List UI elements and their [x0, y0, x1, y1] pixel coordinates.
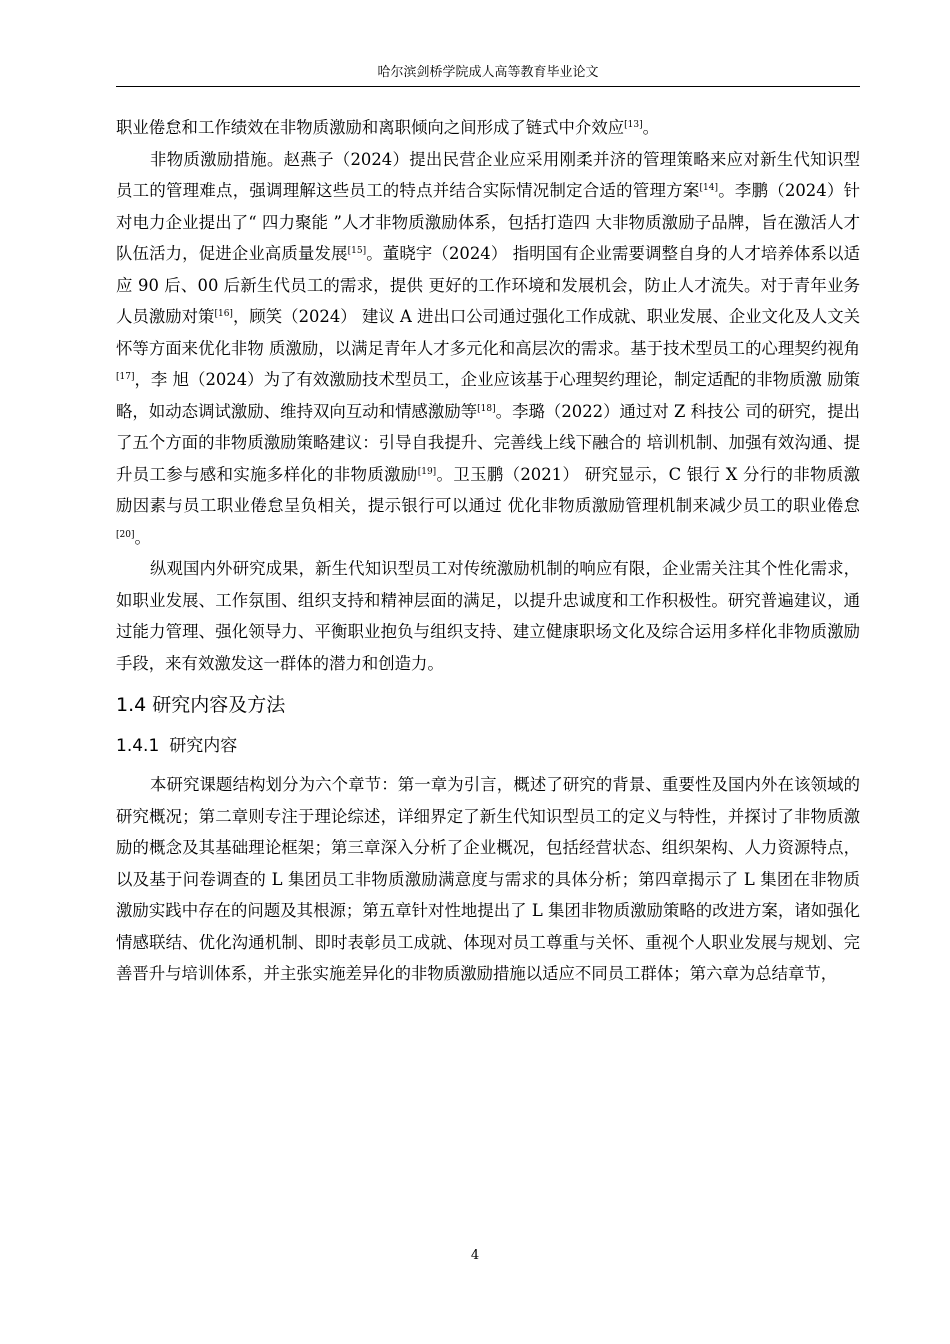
paragraph-text: 非物质激励措施。赵燕子（2024）提出民营企业应采用刚柔并济的管理策略来应对新生代知识型员工的管理难点，强调理解这些员工的特点并结合实际情况制定合适的管理方案: [116, 149, 860, 200]
paragraph-research-content: 本研究课题结构划分为六个章节：第一章为引言，概述了研究的背景、重要性及国内外在该领域的研究概况；第二章则专注于理论综述，详细界定了新生代知识型员工的定义与特性，并探讨了非物质激励的概念及其基础理论框架；第三章深入分析了企业概况，包括经营状态、组织架构、人力资源特点，以及基于问卷调查的 L 集团员工非物质激励满意度与需求的具体分析；第四章揭示了 L 集团在非物质激励实践中存在的问题及其根源；第五章针对性地提出了 L 集团非物质激励策略的改进方案，诸如强化情感联结、优化沟通机制、即时表彰员工成就、体现对员工尊重与关怀、重视个人职业发展与规划、完善晋升与培训体系，并主张实施差异化的非物质激励措施以适应不同员工群体；第六章为总结章节，: [116, 775, 860, 983]
paragraph-text: 。: [642, 118, 659, 137]
header-rule: [116, 86, 860, 87]
section-heading: 1.4 研究内容及方法: [116, 694, 286, 716]
subsection-heading: [116, 727, 860, 765]
paragraph-text: 职业倦怠和工作绩效在非物质激励和离职倾向之间形成了链式中介效应: [116, 118, 625, 137]
citation: [20]: [116, 529, 135, 540]
paragraph-text: 。李鹏（2024）针对电力企业提出了“ 四力聚能 ”人才非物质激励体系，包括打造四 大非物质激励子品牌，旨在激活人才队伍活力，促进企业高质量发展: [116, 181, 861, 263]
citation: [13]: [624, 120, 643, 130]
paragraph-continuation: [116, 112, 860, 144]
subsection-number: 1.4.1: [116, 736, 160, 756]
paragraph-text: 。卫玉鹏（2021） 研究显示，C 银行 X 分行的非物质激励因素与员工职业倦怠呈负相关，提示银行可以通过 优化非物质激励管理机制来减少员工的职业倦怠: [116, 464, 861, 515]
citation: [14]: [699, 183, 718, 193]
running-header: 哈尔滨剑桥学院成人高等教育毕业论文: [377, 65, 599, 80]
page-number: 4: [470, 1248, 480, 1263]
citation: [18]: [477, 403, 496, 414]
paragraph-summary: 纵观国内外研究成果，新生代知识型员工对传统激励机制的响应有限，企业需关注其个性化需求，如职业发展、工作氛围、组织支持和精神层面的满足，以提升忠诚度和工作积极性。研究普遍建议，通过能力管理、强化领导力、平衡职业抱负与组织支持、建立健康职场文化及综合运用多样化非物质激励手段，来有效激发这一群体的潜力和创造力。: [116, 559, 860, 673]
citation: [19]: [417, 466, 437, 477]
paragraph-text: 。董晓宇（2024） 指明国有企业需要调整自身的人才培养体系以适应 90 后、00 后新生代员工的需求，提供 更好的工作环境和发展机会，防止人才流失。对于青年业务人员激励对策: [116, 244, 861, 326]
citation: [16]: [214, 309, 233, 319]
subsection-title: 研究内容: [169, 736, 238, 756]
citation: [15]: [347, 246, 367, 256]
paragraph-text: ，李 旭（2024）为了有效激励技术型员工，企业应该基于心理契约理论，制定适配的非物质激 励策略，如动态调试激励、维持双向互动和情感激励等: [116, 370, 860, 421]
paragraph-text: ，顾笑（2024） 建议 A 进出口公司通过强化工作成就、职业发展、企业文化及人文关怀等方面来优化非物 质激励，以满足青年人才多元化和高层次的需求。基于技术型员工的心理契约视角: [116, 307, 861, 358]
page-body: [116, 112, 860, 990]
paragraph-text: 。: [134, 527, 151, 547]
citation: [17]: [116, 372, 135, 382]
paragraph-non-material-incentives: [116, 144, 860, 554]
paragraph-text: 。李璐（2022）通过对 Z 科技公 司的研究，提出了五个方面的非物质激励策略建议：引导自我提升、完善线上线下融合的 培训机制、加强有效沟通、提升员工参与感和实施多样化的非物质激励: [116, 401, 860, 484]
